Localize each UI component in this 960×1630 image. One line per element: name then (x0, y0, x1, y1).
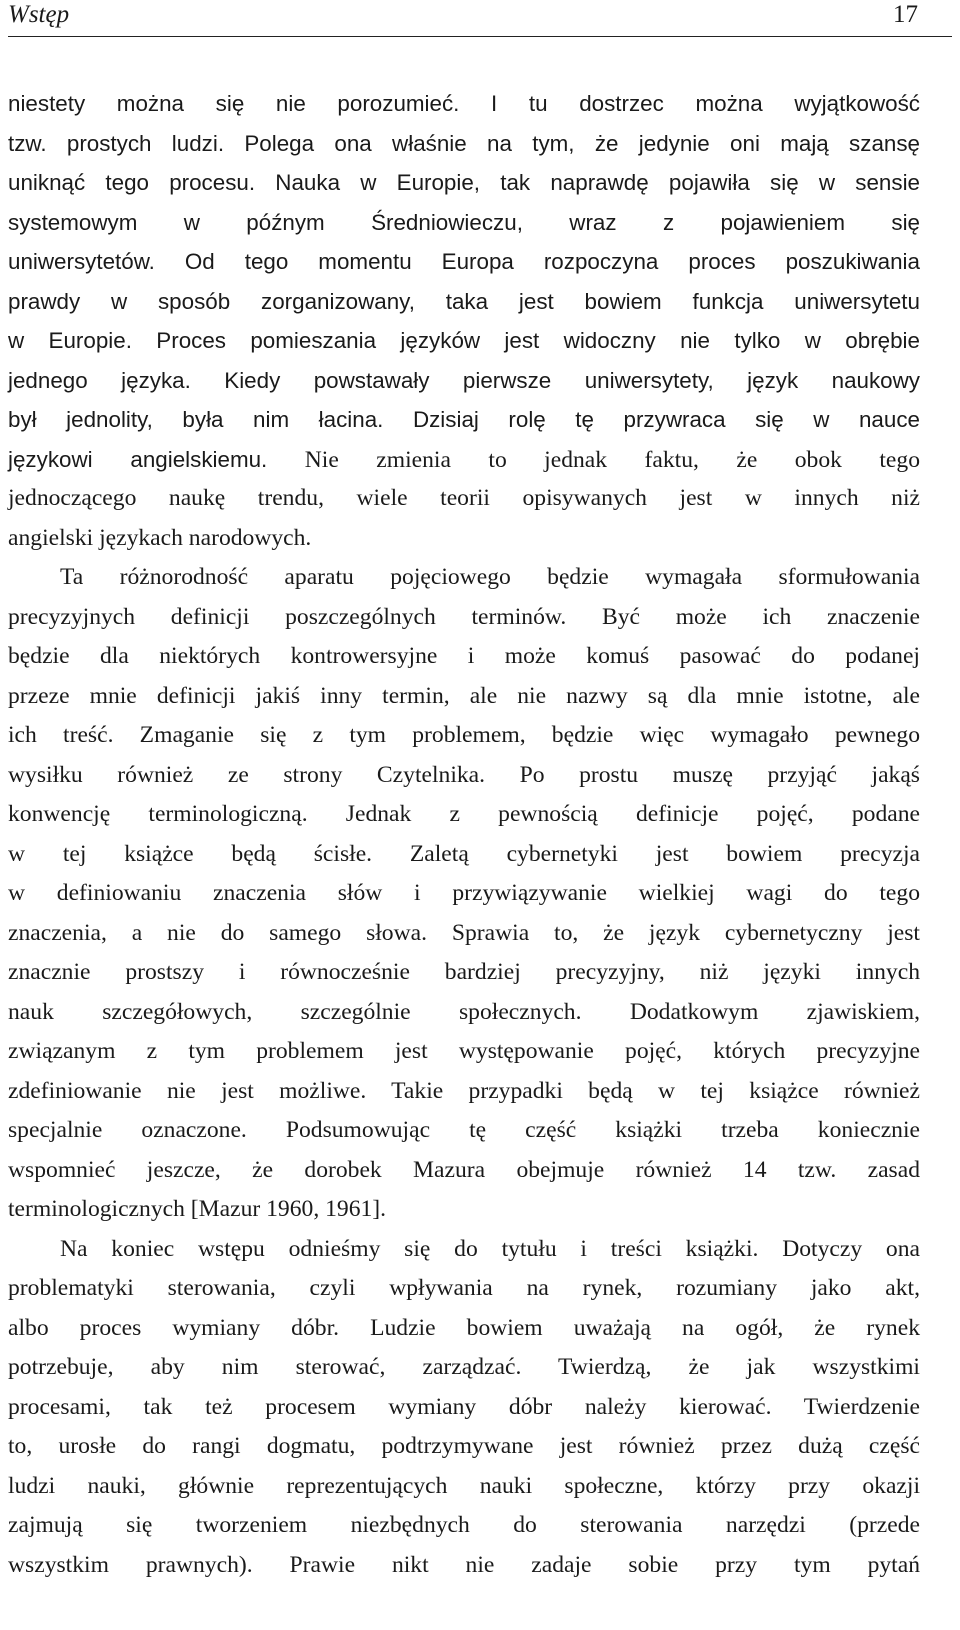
text-line: niestety można się nie porozumieć. I tu dostrzec można wyjątkowość (8, 91, 920, 116)
text-line-part: językowi angielskiemu. (8, 446, 268, 472)
text-line: zajmują się tworzeniem niezbędnych do sterowania narzędzi (przede (8, 1512, 920, 1538)
running-head: Wstęp (8, 1, 70, 28)
page-header (8, 0, 952, 37)
text-line: będzie dla niektórych kontrowersyjne i może komuś pasować do podanej (8, 643, 920, 669)
text-line: był jednolity, była nim łacina. Dzisiaj rolę tę przywraca się w nauce (8, 407, 920, 432)
text-line: w Europie. Proces pomieszania języków jest widoczny nie tylko w obrębie (8, 328, 920, 353)
text-line: znaczenia, a nie do samego słowa. Sprawia to, że język cybernetyczny jest (8, 919, 920, 946)
text-line: zdefiniowanie nie jest możliwe. Takie przypadki będą w tej książce również (8, 1077, 920, 1104)
text-line: potrzebuje, aby nim sterować, zarządzać. Twierdzą, że jak wszystkimi (8, 1354, 920, 1380)
text-line: wspomnieć jeszcze, że dorobek Mazura obejmuje również 14 tzw. zasad (8, 1156, 920, 1183)
text-line: w definiowaniu znaczenia słów i przywiązywanie wielkiej wagi do tego (8, 880, 920, 906)
text-line: uniknąć tego procesu. Nauka w Europie, tak naprawdę pojawiła się w sensie (8, 170, 920, 195)
text-line: przeze mnie definicji jakiś inny termin, ale nie nazwy są dla mnie istotne, ale (8, 682, 920, 709)
text-line: konwencję terminologiczną. Jednak z pewnością definicje pojęć, podane (8, 801, 920, 827)
text-line: problematyki sterowania, czyli wpływania na rynek, rozumiany jako akt, (8, 1275, 920, 1301)
text-line-part: Nie zmienia to jednak faktu, że obok tego (267, 446, 920, 473)
text-line: prawdy w sposób zorganizowany, taka jest bowiem funkcja uniwersytetu (8, 288, 920, 314)
text-line: Na koniec wstępu odnieśmy się do tytułu i treści książki. Dotyczy ona (60, 1235, 920, 1262)
text-line: w tej książce będą ścisłe. Zaletą cybernetyki jest bowiem precyzja (8, 840, 920, 867)
text-line: terminologicznych [Mazur 1960, 1961]. (8, 1196, 387, 1222)
text-line: jednoczącego naukę trendu, wiele teorii opisywanych jest w innych niż (8, 485, 920, 511)
text-line: znacznie prostszy i równocześnie bardziej precyzyjny, niż języki innych (8, 959, 920, 985)
text-line: jednego języka. Kiedy powstawały pierwsze uniwersytety, język naukowy (8, 367, 920, 393)
text-line: Ta różnorodność aparatu pojęciowego będzie wymagała sformułowania (60, 564, 920, 590)
text-line: związanym z tym problemem jest występowanie pojęć, których precyzyjne (8, 1038, 920, 1064)
text-line: systemowym w późnym Średniowieczu, wraz z pojawieniem się (8, 209, 920, 235)
text-line: uniwersytetów. Od tego momentu Europa rozpoczyna proces poszukiwania (8, 249, 920, 274)
text-line: nauk szczegółowych, szczególnie społecznych. Dodatkowym zjawiskiem, (8, 998, 920, 1025)
text-line: wysiłku również ze strony Czytelnika. Po prostu muszę przyjąć jakąś (8, 761, 920, 788)
text-line: precyzyjnych definicji poszczególnych terminów. Być może ich znaczenie (8, 603, 920, 630)
text-line: wszystkim prawnych). Prawie nikt nie zadaje sobie przy tym pytań (8, 1551, 920, 1578)
text-line: ludzi nauki, głównie reprezentujących nauki społeczne, którzy przy okazji (8, 1472, 920, 1499)
text-line: tzw. prostych ludzi. Polega ona właśnie na tym, że jedynie oni mają szansę (8, 130, 920, 156)
text-line: albo proces wymiany dóbr. Ludzie bowiem uważają na ogół, że rynek (8, 1314, 920, 1341)
text-line: to, urosłe do rangi dogmatu, podtrzymywane jest również przez dużą część (8, 1433, 920, 1459)
text-line: procesami, tak też procesem wymiany dóbr należy kierować. Twierdzenie (8, 1393, 920, 1420)
text-line: ich treść. Zmaganie się z tym problemem, będzie więc wymagało pewnego (8, 722, 920, 748)
text-line: angielski językach narodowych. (8, 524, 312, 551)
text-line: specjalnie oznaczone. Podsumowując tę część książki trzeba koniecznie (8, 1117, 920, 1143)
text-line (8, 440, 920, 480)
page-number: 17 (893, 1, 918, 28)
body-text (8, 84, 920, 1585)
